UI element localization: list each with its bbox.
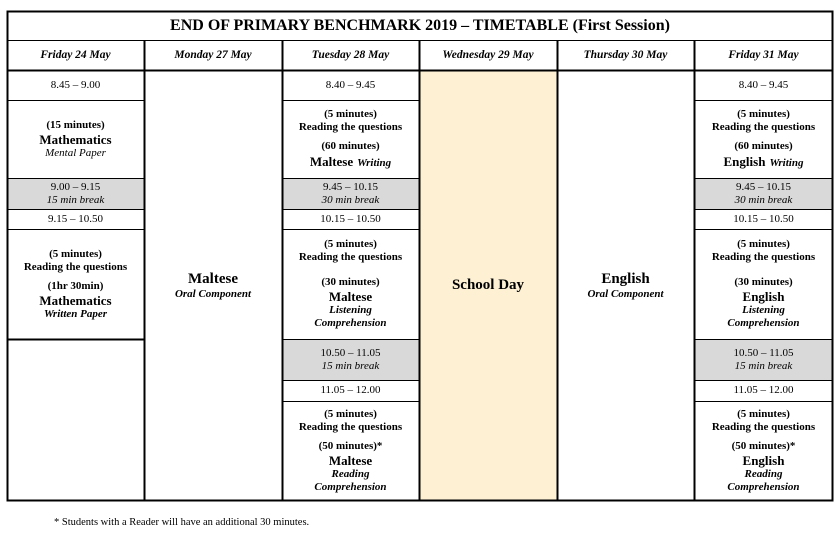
reading-label: Reading the questions (298, 120, 403, 133)
reading-label: Reading the questions (711, 421, 816, 433)
reading-duration: (5 minutes) (324, 107, 377, 120)
reading-label: Reading the questions (711, 120, 816, 133)
break-label: 15 min break (734, 359, 793, 372)
duration-label: (50 minutes)* (731, 440, 796, 452)
subject-label: Maltese (188, 270, 238, 287)
fri31-break-2 (694, 339, 833, 380)
break-label: 15 min break (321, 359, 380, 372)
duration-label: (60 minutes) (321, 139, 380, 152)
subject-label: Maltese (328, 289, 373, 304)
paper-label-line-1: Reading (744, 468, 783, 480)
fri24-break (7, 178, 144, 209)
tue28-writing-cell (282, 100, 419, 178)
break-time: 9.45 – 10.15 (736, 180, 791, 193)
header-monday-27-may: Monday 27 May (174, 49, 252, 61)
paper-label-line-2: Comprehension (314, 317, 387, 329)
reading-duration: (5 minutes) (737, 238, 790, 250)
paper-label: Mental Paper (45, 146, 106, 159)
duration-label: (1hr 30min) (47, 279, 104, 292)
paper-label-line-1: Listening (742, 304, 785, 316)
fri31-listening-cell (694, 229, 833, 339)
break-time: 10.50 – 11.05 (320, 346, 381, 359)
tue28-break-2 (282, 339, 419, 380)
break-time: 9.45 – 10.15 (323, 180, 378, 193)
duration-label: (60 minutes) (734, 139, 793, 152)
footnote: * Students with a Reader will have an additional 30 minutes. (54, 517, 310, 528)
paper-label: Writing (357, 156, 392, 169)
fri31-reading-cell (694, 401, 833, 501)
paper-label: Written Paper (43, 307, 108, 320)
subject-label: Maltese (328, 453, 373, 468)
tue28-break-1 (282, 178, 419, 209)
subject-label: English (723, 153, 766, 169)
reading-label: Reading the questions (298, 251, 403, 263)
reading-duration: (5 minutes) (324, 408, 377, 420)
subject-label: Mathematics (39, 292, 112, 308)
fri31-writing-cell (694, 100, 833, 178)
timetable-title: END OF PRIMARY BENCHMARK 2019 – TIMETABLE (First Session) (170, 16, 670, 34)
subject-label: English (601, 270, 650, 287)
duration-label: (30 minutes) (321, 276, 380, 288)
subject-label: Mathematics (39, 131, 112, 147)
duration-label: (15 minutes) (46, 118, 105, 131)
fri31-time-slot-1: 8.40 – 9.45 (738, 78, 789, 91)
break-label: 30 min break (734, 193, 793, 206)
paper-label-line-2: Comprehension (314, 481, 387, 493)
header-friday-31-may: Friday 31 May (728, 49, 799, 61)
subject-label: English (742, 289, 785, 304)
tue28-time-slot-3: 11.05 – 12.00 (320, 384, 381, 396)
school-day-label: School Day (451, 277, 525, 293)
reading-duration: (5 minutes) (324, 238, 377, 250)
subject-line (724, 153, 804, 171)
paper-label-line-2: Comprehension (727, 317, 800, 329)
header-wednesday-29-may: Wednesday 29 May (442, 49, 534, 61)
fri31-break-1 (694, 178, 833, 209)
reading-duration: (5 minutes) (737, 408, 790, 420)
tue28-time-slot-2: 10.15 – 10.50 (320, 212, 381, 225)
paper-label-line-1: Reading (331, 468, 370, 480)
reading-duration: (5 minutes) (49, 247, 102, 260)
fri31-time-slot-3: 11.05 – 12.00 (733, 384, 794, 396)
fri24-written-paper-cell (7, 229, 144, 339)
break-label: 15 min break (46, 193, 105, 206)
duration-label: (50 minutes)* (318, 440, 383, 452)
paper-label-line-2: Comprehension (727, 481, 800, 493)
tue28-listening-cell (282, 229, 419, 339)
header-thursday-30-may: Thursday 30 May (583, 49, 668, 61)
wed29-school-day-cell (419, 70, 557, 501)
break-label: 30 min break (321, 193, 380, 206)
reading-label: Reading the questions (711, 251, 816, 263)
mon27-oral-cell (144, 70, 282, 501)
subject-label: Maltese (309, 153, 354, 169)
header-friday-24-may: Friday 24 May (40, 49, 111, 61)
fri31-time-slot-2: 10.15 – 10.50 (733, 212, 794, 225)
component-label: Oral Component (587, 287, 664, 300)
paper-label: Writing (769, 156, 804, 169)
fri24-empty-cell (7, 339, 144, 501)
reading-label: Reading the questions (298, 421, 403, 433)
tue28-reading-cell (282, 401, 419, 501)
reading-duration: (5 minutes) (737, 107, 790, 120)
subject-label: English (742, 453, 785, 468)
component-label: Oral Component (174, 287, 252, 300)
fri24-time-slot-1: 8.45 – 9.00 (50, 78, 101, 91)
tue28-time-slot-1: 8.40 – 9.45 (325, 78, 376, 91)
subject-line (310, 153, 391, 171)
paper-label-line-1: Listening (329, 304, 372, 316)
fri24-mental-paper-cell (7, 100, 144, 178)
reading-label: Reading the questions (23, 260, 128, 273)
duration-label: (30 minutes) (734, 276, 793, 288)
fri24-time-slot-2: 9.15 – 10.50 (48, 212, 103, 225)
break-time: 10.50 – 11.05 (733, 346, 794, 359)
break-time: 9.00 – 9.15 (50, 180, 101, 193)
thu30-oral-cell (557, 70, 694, 501)
header-tuesday-28-may: Tuesday 28 May (311, 49, 390, 61)
